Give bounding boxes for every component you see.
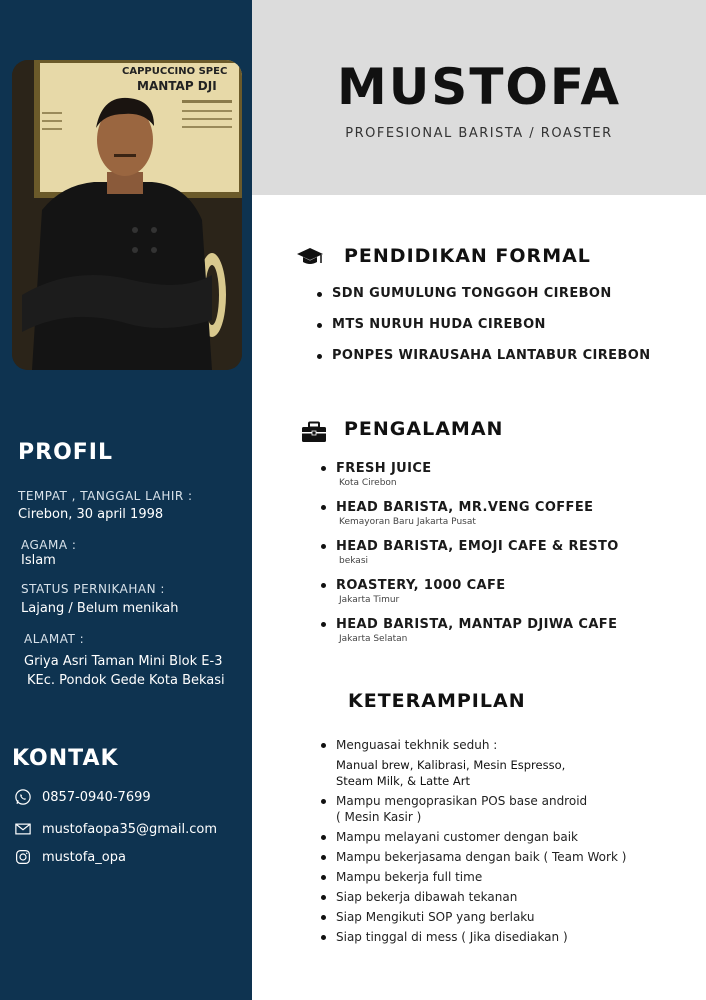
birth-value: Cirebon, 30 april 1998 [18,507,164,522]
email-icon [14,820,32,838]
marital-value: Lajang / Belum menikah [21,601,179,616]
poster-line-2: MANTAP DJI [137,79,217,93]
experience-list [336,460,619,655]
phone-number: 0857-0940-7699 [42,789,151,805]
experience-item [336,577,619,616]
experience-location: bekasi [339,556,369,566]
instagram-row[interactable] [14,847,126,867]
experience-item [336,499,619,538]
experience-location: Kemayoran Baru Jakarta Pusat [339,517,476,527]
poster-line-1: CAPPUCCINO SPEC [122,66,228,77]
birth-label: TEMPAT , TANGGAL LAHIR : [18,489,193,503]
skill-detail: Manual brew, Kalibrasi, Mesin Espresso, [336,758,566,772]
skills-list [336,737,626,949]
experience-job: HEAD BARISTA, EMOJI CAFE & RESTO [336,539,619,554]
skill-item [336,737,626,789]
religion-label: AGAMA : [21,538,77,552]
experience-location: Jakarta Timur [339,595,400,605]
skill-text: Mampu mengoprasikan POS base android [336,794,588,808]
profile-photo [12,60,242,370]
skills-heading: KETERAMPILAN [348,690,526,712]
phone-row[interactable] [14,787,151,807]
experience-item [336,616,619,655]
experience-location: Jakarta Selatan [339,634,408,644]
email-address: mustofaopa35@gmail.com [42,821,217,837]
address-label: ALAMAT : [24,632,85,646]
experience-job: ROASTERY, 1000 CAFE [336,578,506,593]
briefcase-icon [300,421,328,443]
address-line-1: Griya Asri Taman Mini Blok E-3 [24,654,223,669]
skill-item: Mampu melayani customer dengan baik [336,829,626,845]
skill-item: Siap bekerja dibawah tekanan [336,889,626,905]
experience-item [336,538,619,577]
experience-job: HEAD BARISTA, MANTAP DJIWA CAFE [336,617,618,632]
skill-text: Menguasai tekhnik seduh : [336,738,498,752]
skill-detail: Steam Milk, & Latte Art [336,774,471,788]
contact-heading: KONTAK [12,746,119,771]
address-line-2: KEc. Pondok Gede Kota Bekasi [27,673,225,688]
experience-heading: PENGALAMAN [344,418,504,440]
skill-item: Mampu bekerjasama dengan baik ( Team Work ) [336,850,627,864]
skill-item: Siap Mengikuti SOP yang berlaku [336,909,626,925]
graduation-cap-icon [296,246,324,268]
instagram-handle: mustofa_opa [42,849,126,865]
experience-job: FRESH JUICE [336,461,432,476]
marital-label: STATUS PERNIKAHAN : [21,582,165,596]
experience-item [336,460,619,499]
education-list [332,286,651,379]
candidate-title: PROFESIONAL BARISTA / ROASTER [345,126,613,141]
whatsapp-icon [14,788,32,806]
education-heading: PENDIDIKAN FORMAL [344,245,591,267]
skill-detail: ( Mesin Kasir ) [336,810,422,824]
experience-job: HEAD BARISTA, MR.VENG COFFEE [336,500,594,515]
education-item: PONPES WIRAUSAHA LANTABUR CIREBON [332,348,651,379]
skill-item: Siap tinggal di mess ( Jika disediakan ) [336,929,626,945]
education-item: MTS NURUH HUDA CIREBON [332,317,651,348]
religion-value: Islam [21,553,56,568]
experience-location: Kota Cirebon [339,478,397,488]
skill-item: Mampu bekerja full time [336,869,626,885]
education-item: SDN GUMULUNG TONGGOH CIREBON [332,286,651,317]
skill-item [336,793,626,825]
candidate-name: MUSTOFA [336,58,622,116]
profile-heading: PROFIL [18,440,113,465]
instagram-icon [14,848,32,866]
portrait-illustration [12,60,242,370]
email-row[interactable] [14,819,217,839]
